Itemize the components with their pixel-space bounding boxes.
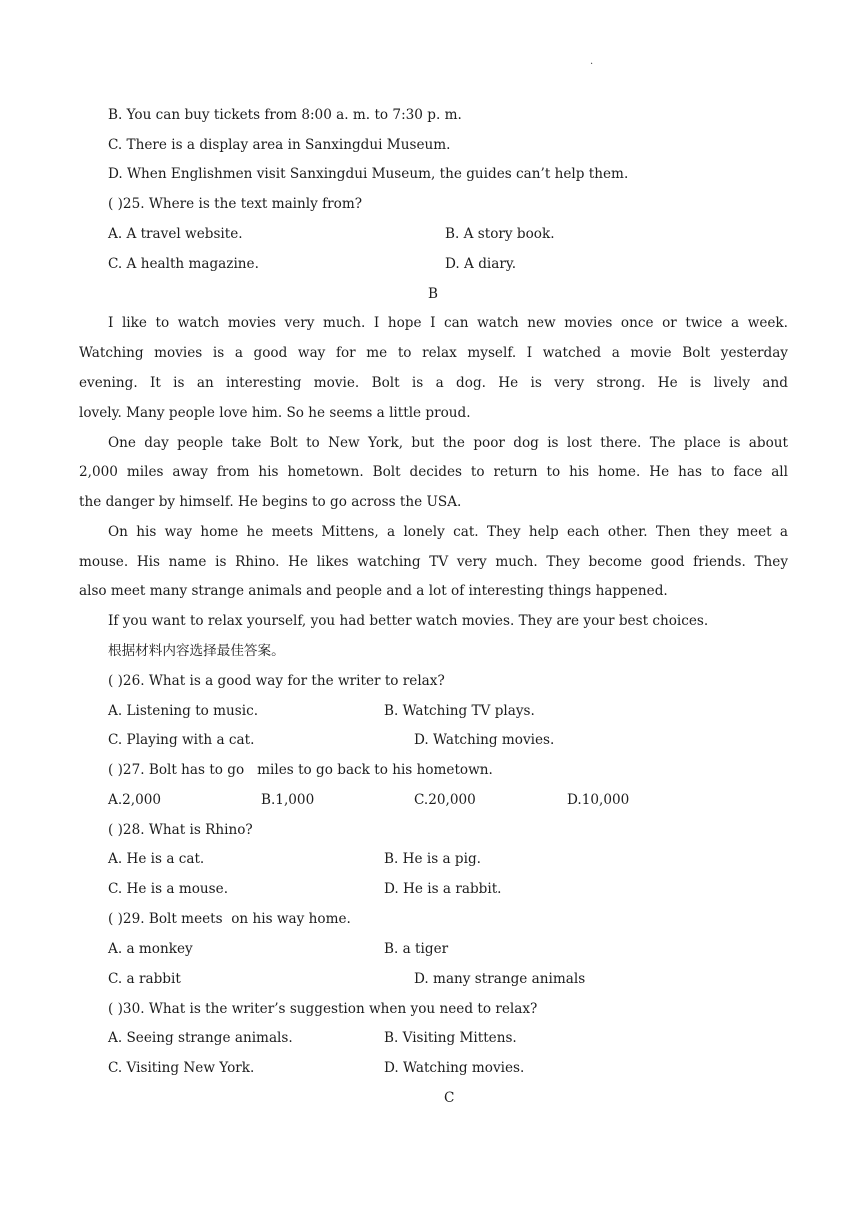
header-mark: .	[590, 56, 594, 67]
option-27-b: B.1,000	[261, 792, 315, 808]
passage-b-p3-line3: also meet many strange animals and people and a lot of interesting things happened.	[79, 583, 668, 599]
option-27-c: C.20,000	[414, 792, 476, 808]
section-b-heading: B	[428, 286, 438, 302]
passage-b-p3-line2: mouse. His name is Rhino. He likes watching TV very much. They become good friends. They	[79, 554, 788, 570]
passage-b-p3-line1: On his way home he meets Mittens, a lonely cat. They help each other. Then they meet a	[108, 524, 788, 540]
option-27-a: A.2,000	[108, 792, 162, 808]
option-28-a: A. He is a cat.	[108, 851, 205, 867]
option-25-b: B. A story book.	[445, 226, 555, 242]
option-25-c: C. A health magazine.	[108, 256, 259, 272]
passage-b-p4: If you want to relax yourself, you had better watch movies. They are your best choices.	[108, 613, 709, 629]
option-27-d: D.10,000	[567, 792, 630, 808]
question-25-stem: ( )25. Where is the text mainly from?	[108, 196, 363, 212]
question-29-stem: ( )29. Bolt meets on his way home.	[108, 911, 351, 927]
passage-b-p1-line4: lovely. Many people love him. So he seems a little proud.	[79, 405, 471, 421]
option-25-a: A. A travel website.	[108, 226, 243, 242]
option-30-a: A. Seeing strange animals.	[108, 1030, 293, 1046]
option-24-d: D. When Englishmen visit Sanxingdui Museum, the guides can’t help them.	[108, 166, 629, 182]
section-c-heading: C	[444, 1090, 455, 1106]
option-30-c: C. Visiting New York.	[108, 1060, 255, 1076]
question-30-stem: ( )30. What is the writer’s suggestion when you need to relax?	[108, 1001, 538, 1017]
passage-b-p1-line2: Watching movies is a good way for me to relax myself. I watched a movie Bolt yesterday	[79, 345, 788, 361]
passage-b-p1-line3: evening. It is an interesting movie. Bolt is a dog. He is very strong. He is lively and	[79, 375, 788, 391]
question-28-stem: ( )28. What is Rhino?	[108, 822, 253, 838]
option-26-d: D. Watching movies.	[414, 732, 555, 748]
option-24-c: C. There is a display area in Sanxingdui Museum.	[108, 137, 451, 153]
passage-b-p2-line2: 2,000 miles away from his hometown. Bolt decides to return to his home. He has to face all	[79, 464, 788, 480]
option-30-d: D. Watching movies.	[384, 1060, 525, 1076]
option-28-b: B. He is a pig.	[384, 851, 481, 867]
passage-b-p2-line3: the danger by himself. He begins to go across the USA.	[79, 494, 462, 510]
option-26-c: C. Playing with a cat.	[108, 732, 255, 748]
option-29-d: D. many strange animals	[414, 971, 586, 987]
option-29-b: B. a tiger	[384, 941, 449, 957]
option-30-b: B. Visiting Mittens.	[384, 1030, 517, 1046]
option-26-b: B. Watching TV plays.	[384, 703, 535, 719]
question-26-stem: ( )26. What is a good way for the writer to relax?	[108, 673, 445, 689]
passage-b-p1-line1: I like to watch movies very much. I hope I can watch new movies once or twice a week.	[108, 315, 788, 331]
instruction-text: 根据材料内容选择最佳答案。	[108, 643, 285, 659]
option-28-c: C. He is a mouse.	[108, 881, 229, 897]
option-29-a: A. a monkey	[108, 941, 193, 957]
passage-b-p2-line1: One day people take Bolt to New York, but the poor dog is lost there. The place is about	[108, 435, 788, 451]
option-25-d: D. A diary.	[445, 256, 517, 272]
option-29-c: C. a rabbit	[108, 971, 181, 987]
option-28-d: D. He is a rabbit.	[384, 881, 502, 897]
question-27-stem: ( )27. Bolt has to go miles to go back to his hometown.	[108, 762, 493, 778]
option-26-a: A. Listening to music.	[108, 703, 259, 719]
option-24-b: B. You can buy tickets from 8:00 a. m. to 7:30 p. m.	[108, 107, 462, 123]
